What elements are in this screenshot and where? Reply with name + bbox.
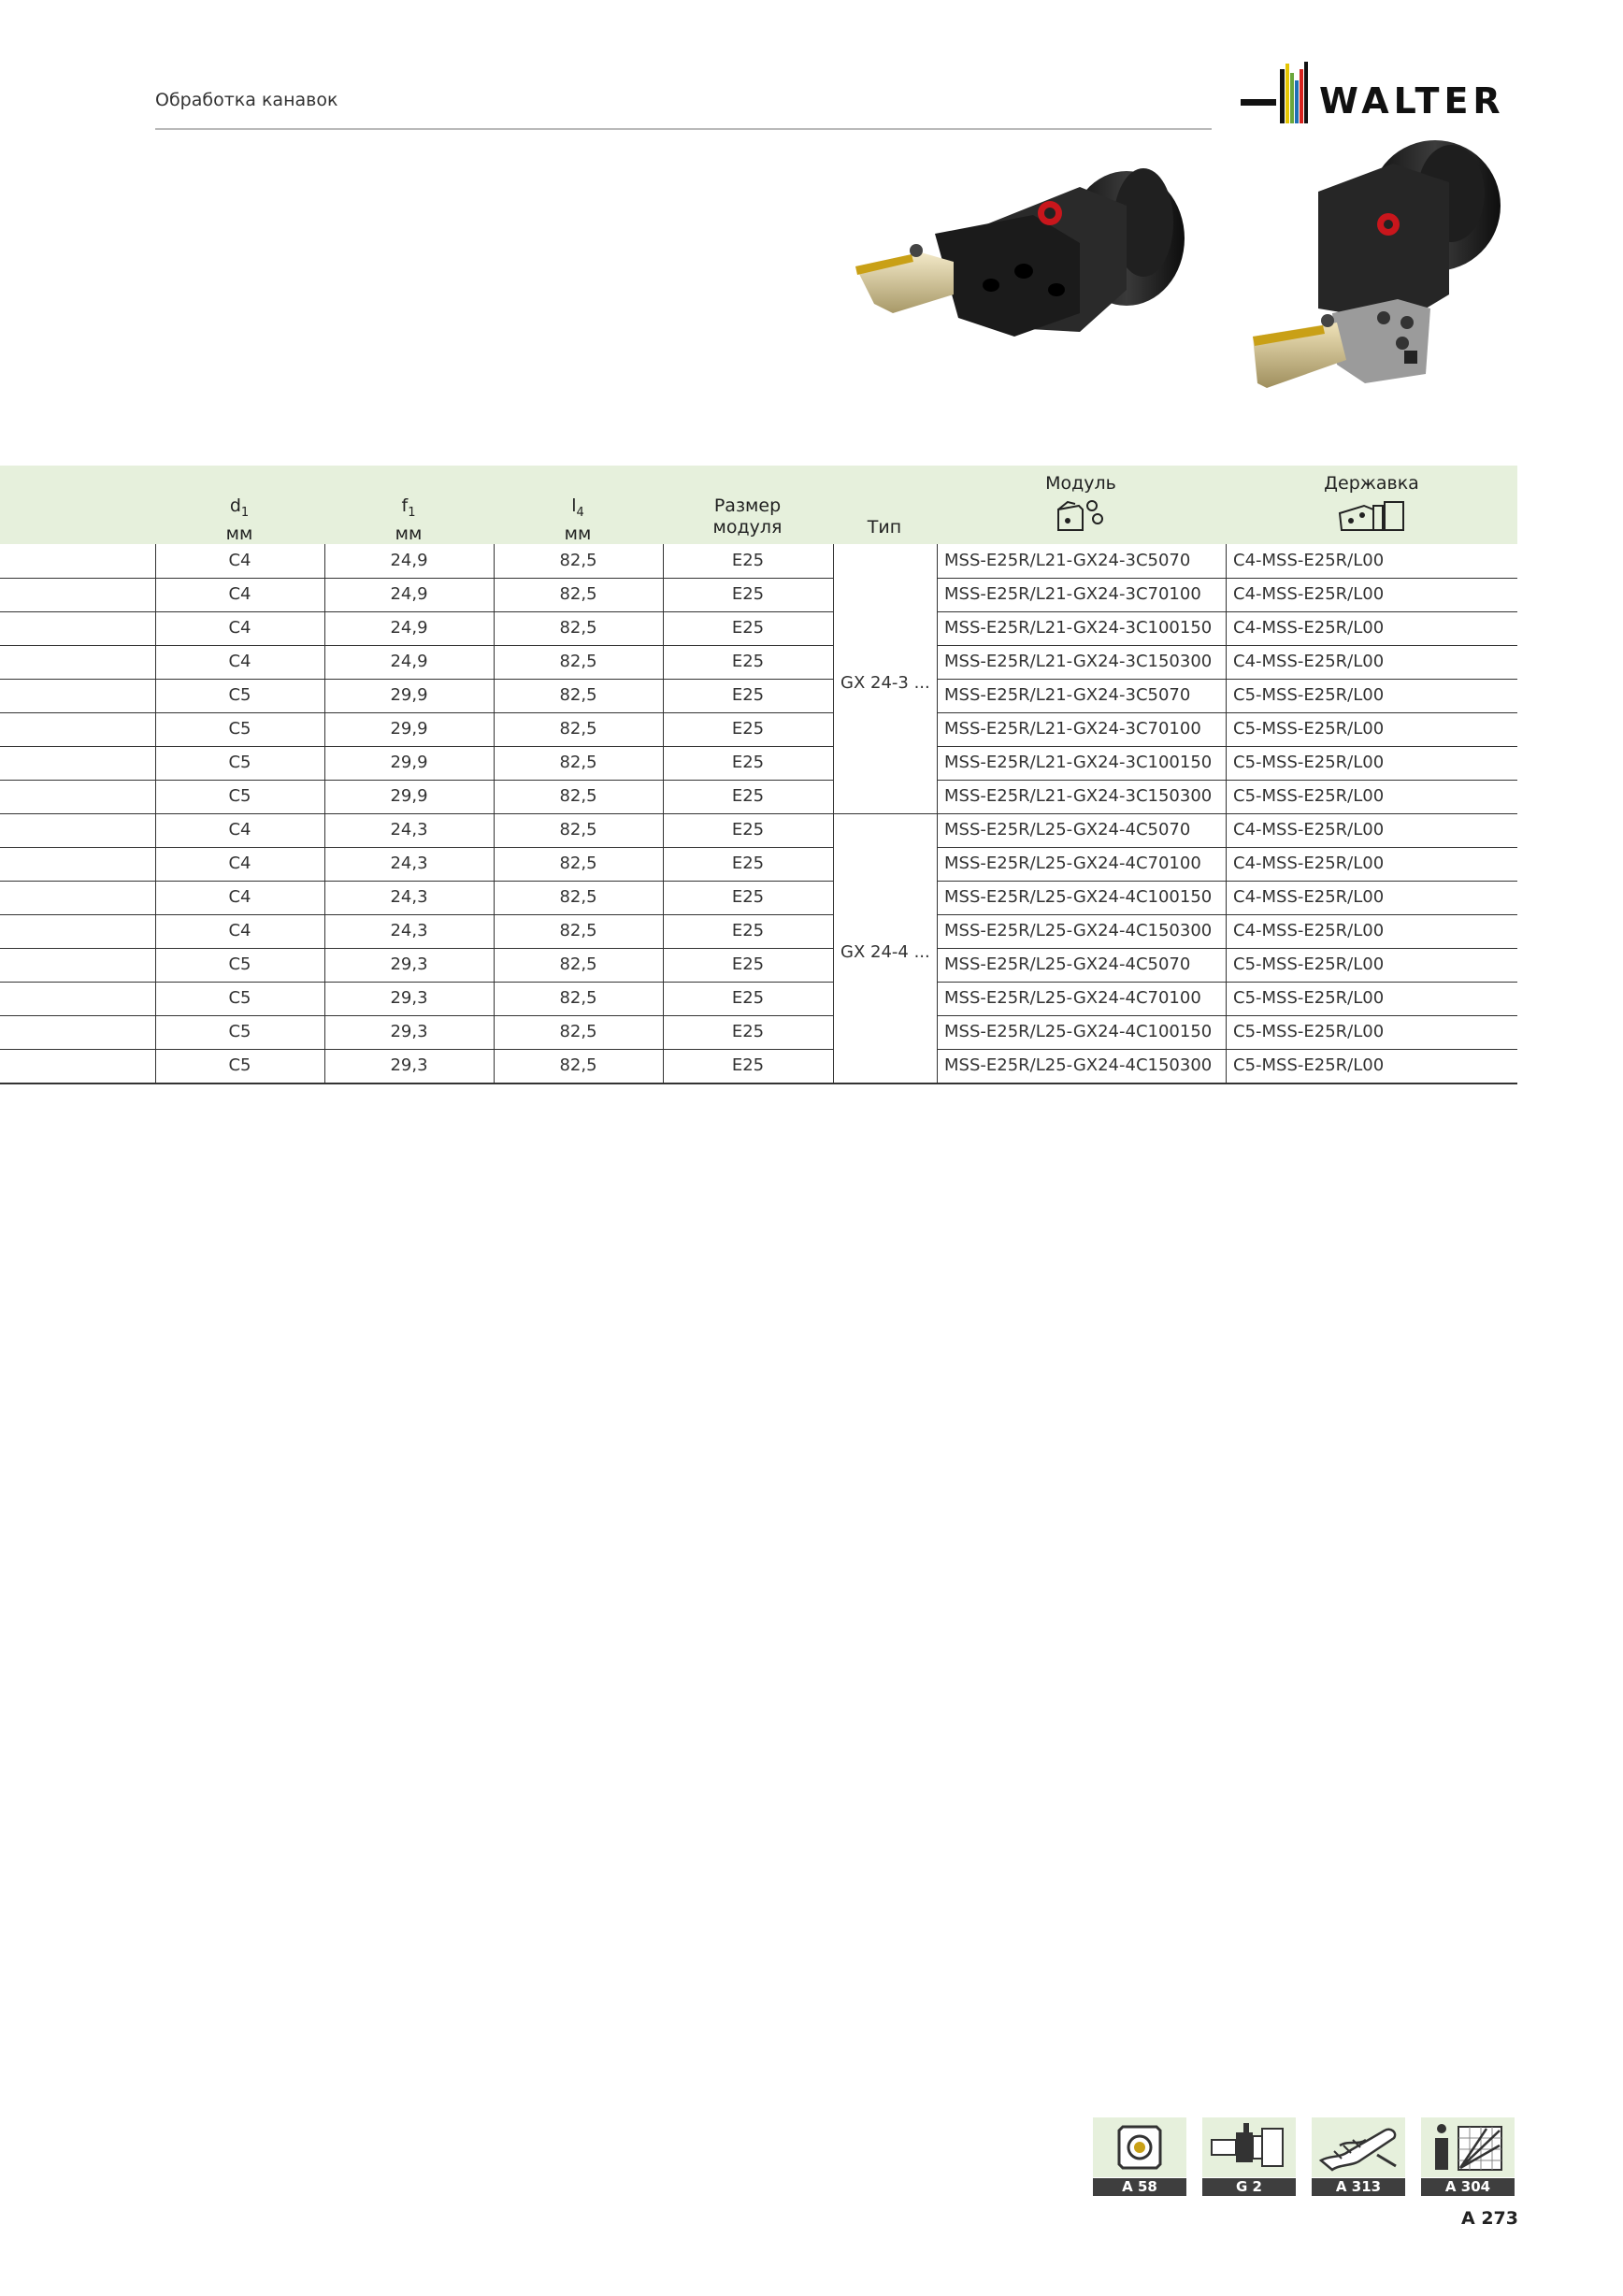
- cell-d1: C4: [228, 584, 251, 604]
- header-module: [937, 473, 1225, 534]
- cell-holder: C4-MSS-E25R/L00: [1233, 887, 1385, 907]
- cell-size: E25: [731, 584, 765, 604]
- cell-size: E25: [731, 887, 765, 907]
- nav-label: A 304: [1421, 2178, 1515, 2196]
- cell-d1: C5: [228, 1022, 251, 1041]
- cell-size: E25: [731, 618, 765, 638]
- header-d1: [155, 495, 323, 545]
- cell-module: MSS-E25R/L25-GX24-4C5070: [944, 954, 1191, 974]
- cell-f1: 24,3: [390, 820, 428, 839]
- cell-module: MSS-E25R/L25-GX24-4C100150: [944, 887, 1213, 907]
- holder-icon: [1336, 496, 1407, 534]
- walter-logo-text: WALTER: [1319, 80, 1505, 122]
- header-l4-symbol: l: [571, 495, 577, 516]
- header-l4-subscript: 4: [576, 505, 584, 520]
- header-divider: [155, 128, 1212, 130]
- cell-f1: 24,9: [390, 618, 428, 638]
- cell-holder: C4-MSS-E25R/L00: [1233, 652, 1385, 671]
- header-d1-symbol: d: [229, 495, 241, 516]
- table-row: [0, 746, 1517, 780]
- table-row: [0, 544, 1517, 578]
- cell-l4: 82,5: [559, 618, 597, 638]
- table-row: [0, 847, 1517, 881]
- cell-f1: 24,9: [390, 584, 428, 604]
- header-f1-unit: мм: [395, 523, 423, 544]
- cell-module: MSS-E25R/L25-GX24-4C150300: [944, 1055, 1213, 1075]
- cell-holder: C5-MSS-E25R/L00: [1233, 786, 1385, 806]
- table-body: [0, 544, 1517, 1084]
- cell-holder: C5-MSS-E25R/L00: [1233, 719, 1385, 739]
- cell-l4: 82,5: [559, 584, 597, 604]
- cell-f1: 29,9: [390, 685, 428, 705]
- cell-holder: C5-MSS-E25R/L00: [1233, 1022, 1385, 1041]
- header-size-line1: Размер: [713, 495, 782, 516]
- cell-module: MSS-E25R/L21-GX24-3C100150: [944, 618, 1213, 638]
- page-title: Обработка канавок: [155, 90, 338, 110]
- cell-f1: 29,9: [390, 719, 428, 739]
- header-f1: [324, 495, 493, 545]
- table-row: [0, 1015, 1517, 1049]
- cell-d1: C4: [228, 887, 251, 907]
- cell-size: E25: [731, 652, 765, 671]
- cell-holder: C4-MSS-E25R/L00: [1233, 551, 1385, 570]
- cell-f1: 29,3: [390, 1055, 428, 1075]
- cell-type: GX 24-4 ...: [840, 942, 930, 962]
- cell-d1: C4: [228, 652, 251, 671]
- cell-d1: C4: [228, 921, 251, 940]
- table-row: [0, 1049, 1517, 1083]
- header-size-line2: модуля: [712, 517, 783, 538]
- header-d1-unit: мм: [225, 523, 253, 544]
- cell-l4: 82,5: [559, 685, 597, 705]
- cell-l4: 82,5: [559, 988, 597, 1008]
- cell-l4: 82,5: [559, 753, 597, 772]
- cell-f1: 24,3: [390, 921, 428, 940]
- table-row: [0, 679, 1517, 712]
- cell-l4: 82,5: [559, 854, 597, 873]
- table-row: [0, 948, 1517, 982]
- cell-holder: C4-MSS-E25R/L00: [1233, 820, 1385, 839]
- table-row: [0, 645, 1517, 679]
- table-row: [0, 914, 1517, 948]
- table-header: [0, 466, 1517, 544]
- cell-l4: 82,5: [559, 652, 597, 671]
- cell-d1: C5: [228, 753, 251, 772]
- nav-label: G 2: [1202, 2178, 1296, 2196]
- cell-module: MSS-E25R/L25-GX24-4C70100: [944, 854, 1201, 873]
- cell-l4: 82,5: [559, 1055, 597, 1075]
- column-divider: [833, 544, 834, 1083]
- cell-holder: C5-MSS-E25R/L00: [1233, 685, 1385, 705]
- cell-module: MSS-E25R/L21-GX24-3C70100: [944, 584, 1201, 604]
- column-divider: [1226, 544, 1227, 1083]
- cell-holder: C4-MSS-E25R/L00: [1233, 921, 1385, 940]
- cell-l4: 82,5: [559, 551, 597, 570]
- cell-size: E25: [731, 820, 765, 839]
- header-l4: [494, 495, 662, 545]
- table-row: [0, 712, 1517, 746]
- cell-d1: C5: [228, 719, 251, 739]
- cell-f1: 29,3: [390, 988, 428, 1008]
- table-row: [0, 881, 1517, 914]
- table-row: [0, 578, 1517, 611]
- walter-logo: [1239, 60, 1519, 135]
- header-holder-label: Державка: [1324, 473, 1419, 494]
- wrench-icon: [1312, 2117, 1405, 2177]
- cell-d1: C5: [228, 988, 251, 1008]
- info-chart-icon: [1421, 2117, 1515, 2177]
- column-divider: [494, 544, 495, 1083]
- cell-l4: 82,5: [559, 1022, 597, 1041]
- header-f1-symbol: f: [401, 495, 409, 516]
- cell-module: MSS-E25R/L25-GX24-4C100150: [944, 1022, 1213, 1041]
- cell-d1: C5: [228, 1055, 251, 1075]
- cell-f1: 24,9: [390, 551, 428, 570]
- page-number: A 273: [1461, 2208, 1518, 2229]
- cell-f1: 24,3: [390, 854, 428, 873]
- cell-module: MSS-E25R/L21-GX24-3C100150: [944, 753, 1213, 772]
- table-row: [0, 813, 1517, 847]
- cell-holder: C5-MSS-E25R/L00: [1233, 954, 1385, 974]
- module-icon: [1055, 496, 1107, 534]
- cell-l4: 82,5: [559, 719, 597, 739]
- cell-module: MSS-E25R/L25-GX24-4C5070: [944, 820, 1191, 839]
- nav-label: A 58: [1093, 2178, 1186, 2196]
- cell-d1: C5: [228, 954, 251, 974]
- cell-size: E25: [731, 854, 765, 873]
- product-image-module-angled: [1234, 136, 1519, 402]
- cell-d1: C4: [228, 854, 251, 873]
- cell-holder: C4-MSS-E25R/L00: [1233, 584, 1385, 604]
- cell-l4: 82,5: [559, 887, 597, 907]
- cell-l4: 82,5: [559, 954, 597, 974]
- cell-module: MSS-E25R/L21-GX24-3C150300: [944, 786, 1213, 806]
- nav-link-insert[interactable]: [1093, 2117, 1186, 2196]
- table-bottom-border: [0, 1083, 1517, 1084]
- header-type: Тип: [867, 517, 902, 538]
- insert-icon: [1093, 2117, 1186, 2177]
- cell-d1: C5: [228, 685, 251, 705]
- cell-module: MSS-E25R/L21-GX24-3C5070: [944, 685, 1191, 705]
- cell-size: E25: [731, 786, 765, 806]
- header-d1-subscript: 1: [240, 505, 250, 520]
- cell-size: E25: [731, 1055, 765, 1075]
- cell-size: E25: [731, 954, 765, 974]
- cell-f1: 29,9: [390, 753, 428, 772]
- cell-size: E25: [731, 753, 765, 772]
- header-module-size: [663, 495, 832, 538]
- header-l4-unit: мм: [564, 523, 592, 544]
- column-divider: [324, 544, 325, 1083]
- cell-f1: 29,3: [390, 1022, 428, 1041]
- cell-size: E25: [731, 988, 765, 1008]
- cell-size: E25: [731, 551, 765, 570]
- cell-l4: 82,5: [559, 786, 597, 806]
- column-divider: [937, 544, 938, 1083]
- nav-link-tool-holder[interactable]: [1202, 2117, 1296, 2196]
- cell-size: E25: [731, 1022, 765, 1041]
- cell-f1: 29,9: [390, 786, 428, 806]
- column-divider: [663, 544, 664, 1083]
- cell-module: MSS-E25R/L25-GX24-4C70100: [944, 988, 1201, 1008]
- cell-size: E25: [731, 921, 765, 940]
- header-holder: [1226, 473, 1517, 534]
- table-row: [0, 982, 1517, 1015]
- walter-logo-stripes: [1239, 60, 1314, 135]
- cell-module: MSS-E25R/L21-GX24-3C150300: [944, 652, 1213, 671]
- cell-holder: C5-MSS-E25R/L00: [1233, 753, 1385, 772]
- cell-l4: 82,5: [559, 820, 597, 839]
- cell-d1: C5: [228, 786, 251, 806]
- cell-d1: C4: [228, 618, 251, 638]
- cell-size: E25: [731, 685, 765, 705]
- module-table: [0, 466, 1517, 1084]
- nav-label: A 313: [1312, 2178, 1405, 2196]
- cell-holder: C5-MSS-E25R/L00: [1233, 1055, 1385, 1075]
- nav-link-info[interactable]: [1421, 2117, 1515, 2196]
- nav-link-wrench[interactable]: [1312, 2117, 1405, 2196]
- table-row: [0, 780, 1517, 813]
- cell-f1: 24,3: [390, 887, 428, 907]
- cell-holder: C4-MSS-E25R/L00: [1233, 618, 1385, 638]
- cell-d1: C4: [228, 551, 251, 570]
- cell-d1: C4: [228, 820, 251, 839]
- cell-f1: 29,3: [390, 954, 428, 974]
- cell-holder: C4-MSS-E25R/L00: [1233, 854, 1385, 873]
- cell-type: GX 24-3 ...: [840, 673, 930, 693]
- header-f1-subscript: 1: [408, 505, 416, 520]
- cell-module: MSS-E25R/L21-GX24-3C70100: [944, 719, 1201, 739]
- header-module-label: Модуль: [1045, 473, 1116, 494]
- cell-f1: 24,9: [390, 652, 428, 671]
- cell-module: MSS-E25R/L21-GX24-3C5070: [944, 551, 1191, 570]
- cell-l4: 82,5: [559, 921, 597, 940]
- tool-holder-icon: [1202, 2117, 1296, 2177]
- cell-holder: C5-MSS-E25R/L00: [1233, 988, 1385, 1008]
- product-image-module-straight: [846, 150, 1211, 365]
- column-divider: [155, 544, 156, 1083]
- cell-module: MSS-E25R/L25-GX24-4C150300: [944, 921, 1213, 940]
- cell-size: E25: [731, 719, 765, 739]
- table-row: [0, 611, 1517, 645]
